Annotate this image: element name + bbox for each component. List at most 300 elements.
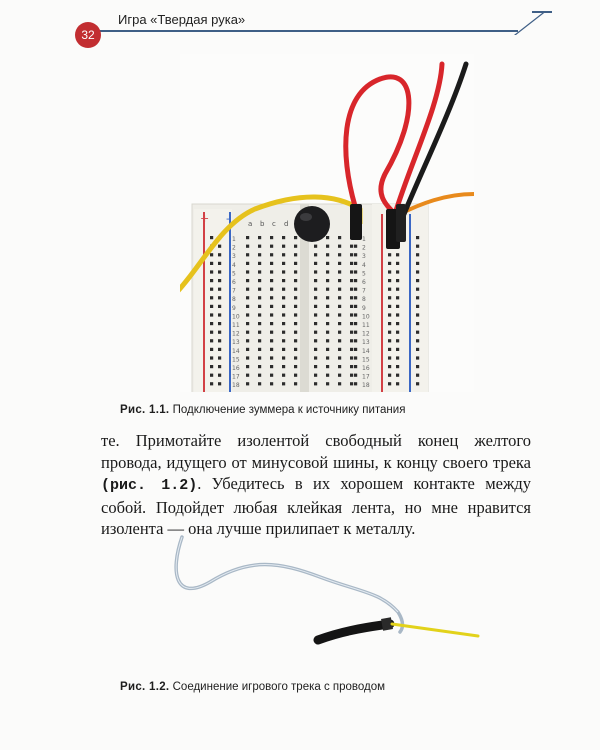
breadboard-hole [326, 279, 329, 282]
breadboard-hole [246, 236, 249, 239]
breadboard-hole [246, 382, 249, 385]
breadboard-hole [282, 382, 285, 385]
breadboard-hole [396, 279, 399, 282]
breadboard-hole [270, 296, 273, 299]
breadboard-hole [338, 288, 341, 291]
breadboard-hole [314, 288, 317, 291]
breadboard-hole [270, 374, 273, 377]
breadboard-hole [354, 356, 357, 359]
breadboard-hole [270, 288, 273, 291]
breadboard-hole [258, 356, 261, 359]
row-number: 7 [362, 287, 366, 295]
breadboard-hole [396, 288, 399, 291]
row-number: 4 [362, 261, 366, 269]
breadboard-hole [218, 296, 221, 299]
breadboard-hole [354, 339, 357, 342]
breadboard-hole [282, 331, 285, 334]
breadboard-hole [388, 253, 391, 256]
breadboard-hole [270, 236, 273, 239]
breadboard-hole [218, 279, 221, 282]
running-head: Игра «Твердая рука» [118, 12, 246, 27]
breadboard-hole [326, 365, 329, 368]
breadboard-hole [396, 348, 399, 351]
breadboard-hole [350, 279, 353, 282]
breadboard-hole [258, 322, 261, 325]
breadboard-hole [258, 339, 261, 342]
row-number: 2 [232, 244, 236, 252]
breadboard-hole [210, 236, 213, 239]
breadboard-hole [388, 322, 391, 325]
breadboard-hole [294, 382, 297, 385]
breadboard-hole [294, 339, 297, 342]
breadboard-hole [258, 236, 261, 239]
breadboard-hole [258, 245, 261, 248]
breadboard-hole [326, 313, 329, 316]
breadboard-hole [218, 270, 221, 273]
figure-1-caption [120, 404, 405, 416]
breadboard-hole [388, 356, 391, 359]
row-number: 11 [362, 322, 370, 329]
breadboard-illustration [180, 54, 474, 392]
breadboard-hole [338, 270, 341, 273]
breadboard-hole [294, 365, 297, 368]
breadboard-hole [218, 365, 221, 368]
page-number-badge: 32 [75, 22, 101, 48]
column-letter: a [248, 220, 253, 228]
buzzer-highlight [300, 213, 312, 221]
breadboard-hole [294, 253, 297, 256]
row-number: 9 [362, 304, 366, 312]
row-number: 5 [362, 270, 366, 278]
breadboard-hole [314, 313, 317, 316]
row-number: 10 [232, 313, 240, 321]
row-number: 11 [232, 322, 240, 329]
breadboard-hole [282, 348, 285, 351]
row-number: 13 [362, 339, 370, 347]
breadboard-hole [246, 374, 249, 377]
breadboard-hole [326, 331, 329, 334]
breadboard-hole [270, 270, 273, 273]
row-number: 3 [232, 253, 236, 261]
breadboard-hole [270, 262, 273, 265]
breadboard-hole [354, 270, 357, 273]
breadboard-hole [282, 262, 285, 265]
row-number: 12 [362, 330, 370, 338]
row-number: 16 [232, 365, 240, 372]
breadboard-hole [416, 279, 419, 282]
breadboard-hole [354, 313, 357, 316]
breadboard-hole [350, 262, 353, 265]
breadboard-hole [246, 288, 249, 291]
breadboard-hole [326, 270, 329, 273]
breadboard-hole [354, 253, 357, 256]
breadboard-hole [416, 305, 419, 308]
breadboard-hole [354, 322, 357, 325]
breadboard-hole [258, 279, 261, 282]
breadboard-hole [282, 236, 285, 239]
row-number: 15 [362, 356, 370, 364]
breadboard-hole [282, 322, 285, 325]
breadboard-hole [326, 253, 329, 256]
breadboard-hole [388, 288, 391, 291]
breadboard-hole [326, 339, 329, 342]
breadboard-hole [416, 322, 419, 325]
figure-2-caption [120, 681, 385, 693]
breadboard-hole [246, 262, 249, 265]
breadboard-hole [314, 253, 317, 256]
breadboard-hole [350, 348, 353, 351]
breadboard-hole [350, 288, 353, 291]
breadboard-hole [258, 262, 261, 265]
breadboard-hole [416, 245, 419, 248]
breadboard-hole [294, 348, 297, 351]
body-paragraph [101, 430, 531, 540]
breadboard-hole [210, 288, 213, 291]
breadboard-hole [246, 356, 249, 359]
breadboard-hole [210, 313, 213, 316]
breadboard-hole [258, 331, 261, 334]
column-letter: b [260, 220, 265, 228]
breadboard-hole [218, 313, 221, 316]
breadboard-hole [246, 253, 249, 256]
breadboard-hole [354, 348, 357, 351]
breadboard-hole [258, 348, 261, 351]
breadboard-hole [294, 356, 297, 359]
breadboard-hole [350, 253, 353, 256]
breadboard-hole [210, 296, 213, 299]
breadboard-hole [270, 305, 273, 308]
breadboard-hole [350, 322, 353, 325]
breadboard-hole [326, 296, 329, 299]
row-number: 13 [232, 339, 240, 347]
breadboard-hole [282, 305, 285, 308]
breadboard-hole [338, 305, 341, 308]
breadboard-hole [350, 382, 353, 385]
header-rule [82, 30, 518, 32]
figure-2-label: Рис. 1.2. [120, 681, 170, 693]
row-number: 17 [232, 373, 240, 381]
breadboard-hole [396, 296, 399, 299]
breadboard-hole [270, 245, 273, 248]
breadboard-hole [354, 331, 357, 334]
electrical-tape [318, 624, 390, 640]
breadboard-hole [338, 374, 341, 377]
breadboard-hole [294, 236, 297, 239]
breadboard-hole [388, 331, 391, 334]
breadboard-hole [338, 339, 341, 342]
breadboard-hole [388, 348, 391, 351]
row-number: 8 [232, 296, 236, 304]
breadboard-hole [326, 262, 329, 265]
breadboard-hole [314, 322, 317, 325]
breadboard-hole [246, 348, 249, 351]
row-number: 12 [232, 330, 240, 338]
row-number: 18 [232, 382, 240, 390]
breadboard-hole [246, 313, 249, 316]
breadboard-hole [210, 382, 213, 385]
breadboard-hole [416, 348, 419, 351]
breadboard-hole [326, 236, 329, 239]
column-letter: c [272, 220, 276, 228]
breadboard-hole [294, 270, 297, 273]
breadboard-hole [396, 382, 399, 385]
breadboard-hole [294, 305, 297, 308]
breadboard-hole [354, 262, 357, 265]
breadboard-hole [416, 339, 419, 342]
breadboard-hole [350, 305, 353, 308]
column-letter: d [284, 220, 289, 228]
breadboard-hole [246, 365, 249, 368]
row-number: 8 [362, 296, 366, 304]
breadboard-hole [396, 339, 399, 342]
breadboard-hole [270, 322, 273, 325]
breadboard-hole [210, 305, 213, 308]
row-number: 6 [362, 279, 366, 286]
breadboard-hole [388, 365, 391, 368]
breadboard-hole [354, 296, 357, 299]
breadboard-hole [294, 288, 297, 291]
breadboard-hole [294, 245, 297, 248]
breadboard-hole [338, 296, 341, 299]
wire-joint-photo [160, 532, 490, 672]
breadboard-hole [294, 296, 297, 299]
row-number: 4 [232, 261, 236, 269]
breadboard-hole [354, 288, 357, 291]
breadboard-hole [246, 305, 249, 308]
row-number: 5 [232, 270, 236, 278]
breadboard-hole [388, 262, 391, 265]
breadboard-hole [388, 313, 391, 316]
breadboard-hole [218, 288, 221, 291]
breadboard-hole [314, 305, 317, 308]
breadboard-hole [338, 253, 341, 256]
breadboard-hole [354, 279, 357, 282]
breadboard-hole [294, 331, 297, 334]
breadboard-hole [338, 279, 341, 282]
figure-reference: (рис. 1.2) [101, 477, 198, 494]
breadboard-hole [314, 270, 317, 273]
right-plug-2 [396, 204, 406, 242]
breadboard-hole [338, 322, 341, 325]
breadboard-hole [338, 313, 341, 316]
breadboard-hole [282, 253, 285, 256]
breadboard-hole [416, 262, 419, 265]
breadboard-hole [246, 339, 249, 342]
breadboard-hole [338, 348, 341, 351]
breadboard-hole [314, 245, 317, 248]
breadboard-hole [338, 356, 341, 359]
breadboard-hole [416, 365, 419, 368]
breadboard-hole [218, 253, 221, 256]
breadboard-hole [210, 331, 213, 334]
breadboard-hole [388, 279, 391, 282]
breadboard-hole [270, 382, 273, 385]
breadboard-hole [326, 348, 329, 351]
breadboard-hole [218, 331, 221, 334]
breadboard-hole [218, 305, 221, 308]
minus-sign: - [226, 212, 230, 225]
breadboard-hole [314, 374, 317, 377]
header-rule-slant [514, 11, 547, 35]
row-number: 18 [362, 382, 370, 390]
breadboard-hole [210, 348, 213, 351]
breadboard-hole [294, 313, 297, 316]
breadboard-hole [354, 382, 357, 385]
breadboard-hole [388, 382, 391, 385]
breadboard-hole [416, 382, 419, 385]
breadboard-hole [282, 356, 285, 359]
breadboard-hole [210, 270, 213, 273]
breadboard-hole [326, 288, 329, 291]
breadboard-hole [354, 365, 357, 368]
breadboard-hole [416, 253, 419, 256]
breadboard-hole [350, 356, 353, 359]
breadboard-hole [396, 262, 399, 265]
breadboard-hole [294, 262, 297, 265]
row-number: 6 [232, 279, 236, 286]
breadboard-hole [282, 245, 285, 248]
breadboard-hole [282, 296, 285, 299]
breadboard-hole [258, 305, 261, 308]
breadboard-hole [396, 253, 399, 256]
breadboard-hole [218, 322, 221, 325]
breadboard-hole [282, 279, 285, 282]
row-number: 1 [232, 236, 236, 243]
figure-2-caption-text: Соединение игрового трека с проводом [172, 681, 386, 693]
breadboard-hole [326, 305, 329, 308]
breadboard-hole [354, 305, 357, 308]
breadboard-hole [314, 348, 317, 351]
breadboard-hole [270, 356, 273, 359]
breadboard-hole [270, 365, 273, 368]
breadboard-hole [294, 279, 297, 282]
breadboard-hole [270, 348, 273, 351]
breadboard-hole [210, 262, 213, 265]
breadboard-hole [388, 270, 391, 273]
breadboard-hole [218, 382, 221, 385]
breadboard-hole [258, 382, 261, 385]
breadboard-hole [338, 245, 341, 248]
breadboard-hole [338, 365, 341, 368]
breadboard-hole [350, 374, 353, 377]
breadboard-hole [354, 245, 357, 248]
buzzer [294, 206, 330, 242]
breadboard-hole [396, 305, 399, 308]
breadboard-hole [354, 374, 357, 377]
breadboard-hole [210, 322, 213, 325]
breadboard-hole [350, 365, 353, 368]
breadboard-hole [210, 279, 213, 282]
row-number: 15 [232, 356, 240, 364]
breadboard-hole [282, 374, 285, 377]
breadboard-hole [282, 339, 285, 342]
breadboard-hole [210, 356, 213, 359]
breadboard-hole [396, 356, 399, 359]
breadboard-hole [416, 313, 419, 316]
breadboard-hole [388, 339, 391, 342]
breadboard-hole [258, 365, 261, 368]
left-plug [350, 204, 362, 240]
row-number: 14 [362, 347, 370, 355]
breadboard-hole [396, 331, 399, 334]
breadboard-hole [416, 236, 419, 239]
breadboard-hole [338, 236, 341, 239]
row-number: 2 [362, 244, 366, 252]
breadboard-hole [396, 322, 399, 325]
breadboard-hole [314, 296, 317, 299]
header-rule-tail [532, 11, 552, 13]
breadboard-hole [416, 356, 419, 359]
breadboard-hole [258, 296, 261, 299]
row-number: 7 [232, 287, 236, 295]
breadboard-hole [246, 322, 249, 325]
breadboard-hole [210, 253, 213, 256]
breadboard-hole [314, 279, 317, 282]
breadboard-hole [282, 288, 285, 291]
breadboard-hole [210, 374, 213, 377]
figure-1-caption-text: Подключение зуммера к источнику питания [172, 404, 406, 416]
breadboard-hole [388, 296, 391, 299]
breadboard-hole [218, 262, 221, 265]
breadboard-hole [270, 279, 273, 282]
breadboard-hole [396, 374, 399, 377]
breadboard-hole [314, 262, 317, 265]
body-text-before-ref: те. Примотайте изолентой свободный конец желтого провода, идущего от минусовой шины, к концу своего трека [101, 431, 531, 472]
track-wire-shine [176, 537, 398, 612]
breadboard-hole [270, 331, 273, 334]
breadboard-photo [180, 54, 474, 392]
breadboard-hole [314, 365, 317, 368]
breadboard-hole [350, 331, 353, 334]
breadboard-hole [350, 313, 353, 316]
breadboard-hole [396, 365, 399, 368]
breadboard-hole [326, 374, 329, 377]
breadboard-hole [338, 331, 341, 334]
plus-sign: + [200, 212, 210, 225]
breadboard-hole [326, 382, 329, 385]
yellow-wire [392, 624, 478, 636]
breadboard-hole [416, 288, 419, 291]
wire-joint-illustration [160, 532, 490, 672]
breadboard-hole [218, 245, 221, 248]
breadboard-hole [326, 245, 329, 248]
breadboard-hole [396, 313, 399, 316]
breadboard-hole [338, 382, 341, 385]
breadboard-hole [258, 253, 261, 256]
breadboard-hole [246, 279, 249, 282]
breadboard-hole [258, 313, 261, 316]
breadboard-hole [258, 288, 261, 291]
breadboard-hole [282, 270, 285, 273]
breadboard-hole [282, 313, 285, 316]
breadboard-hole [314, 339, 317, 342]
breadboard-hole [350, 270, 353, 273]
track-wire [176, 537, 402, 632]
row-number: 3 [362, 253, 366, 261]
breadboard-hole [416, 270, 419, 273]
breadboard-hole [350, 245, 353, 248]
figure-1-label: Рис. 1.1. [120, 404, 170, 416]
breadboard-hole [326, 356, 329, 359]
breadboard-hole [350, 296, 353, 299]
breadboard-hole [218, 348, 221, 351]
breadboard-hole [326, 322, 329, 325]
breadboard-hole [314, 382, 317, 385]
breadboard-hole [246, 245, 249, 248]
row-number: 10 [362, 313, 370, 321]
breadboard-hole [246, 270, 249, 273]
breadboard-hole [416, 331, 419, 334]
